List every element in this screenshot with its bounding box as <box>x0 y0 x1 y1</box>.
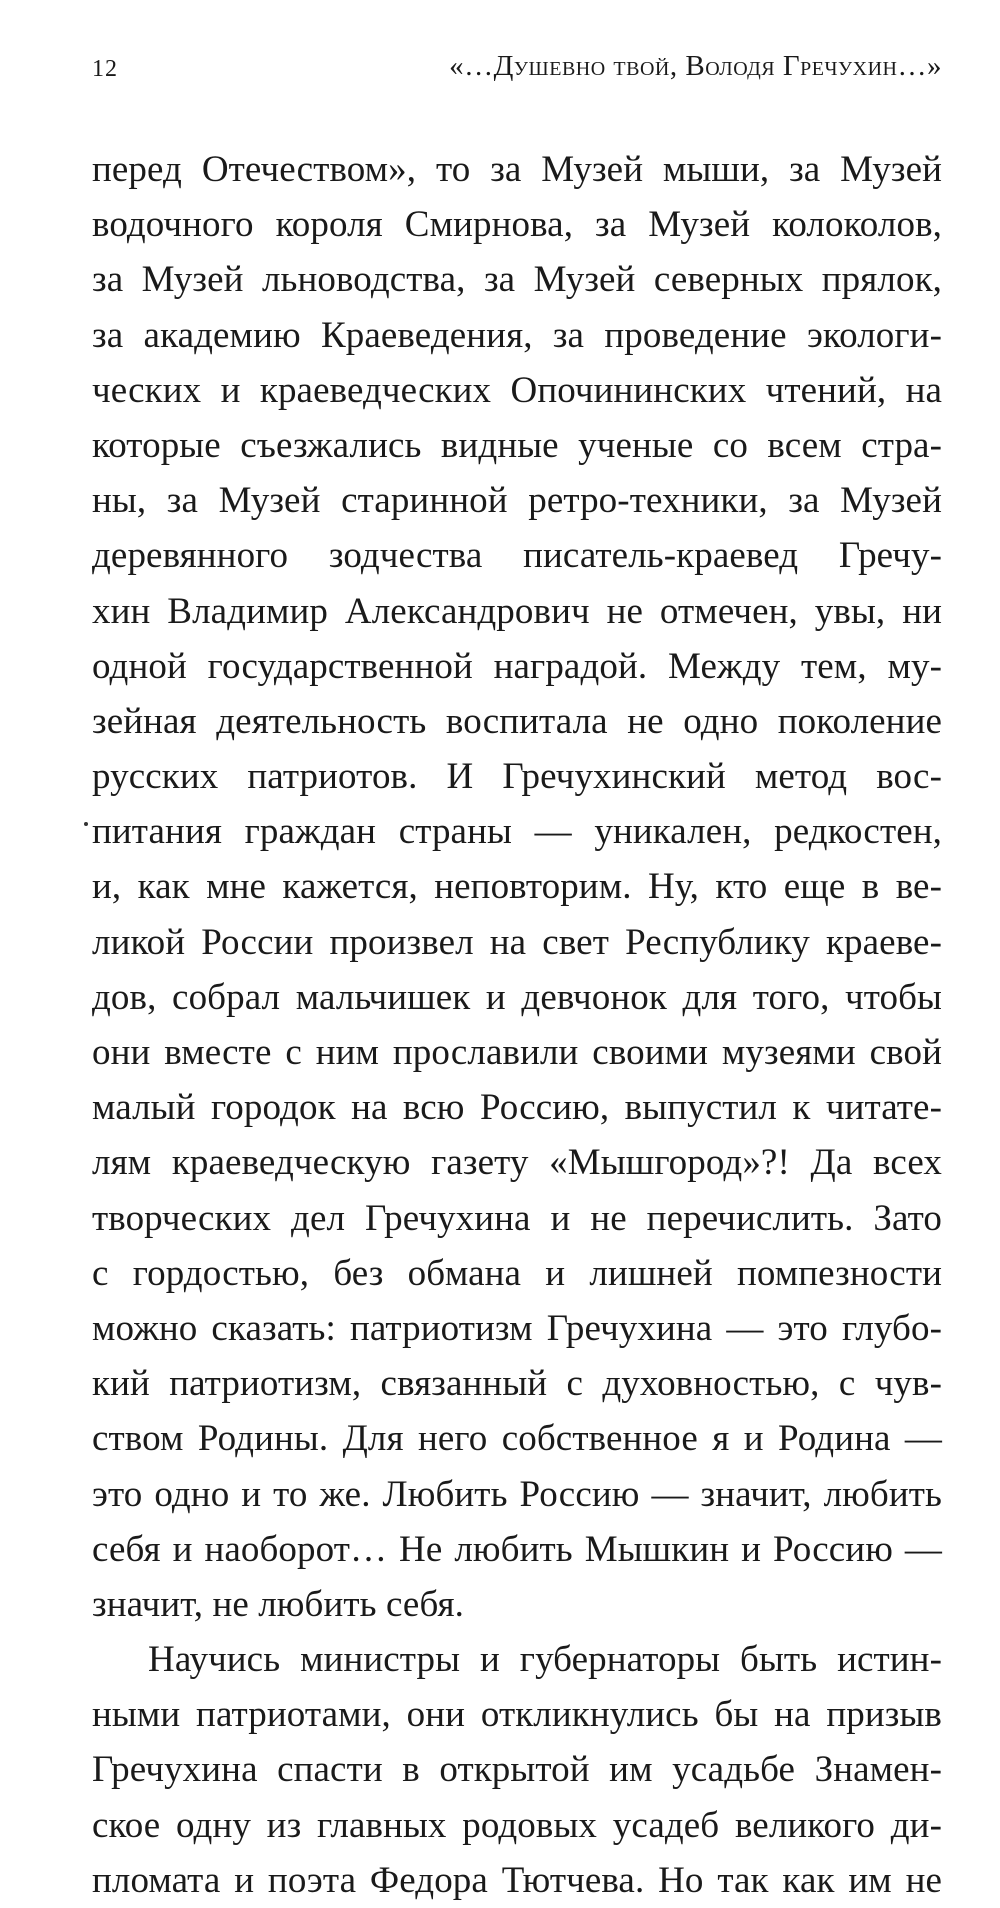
text-line: перед Отечеством», то за Музей мыши, за Музей <box>92 149 942 190</box>
running-head <box>92 50 942 90</box>
text-line: с гордостью, без обмана и лишней помпезности <box>92 1252 942 1294</box>
text-line: дов, собрал мальчишек и девчонок для того, чтобы <box>92 976 942 1018</box>
text-line: малый городок на всю Россию, выпустил к читате- <box>92 1087 942 1129</box>
body-text <box>92 142 942 1908</box>
text-line: которые съезжались видные ученые со всем стра- <box>92 424 942 466</box>
text-line: деревянного зодчества писатель-краевед Гречу- <box>92 535 942 577</box>
stray-mark <box>84 822 88 826</box>
text-line: можно сказать: патриотизм Гречухина — это глубо- <box>92 1307 942 1349</box>
text-line: хин Владимир Александрович не отмечен, увы, ни <box>92 590 942 632</box>
paragraph-2 <box>92 1632 942 1908</box>
text-line: за академию Краеведения, за проведение экологи- <box>92 314 942 356</box>
text-line: ческих и краеведческих Опочининских чтений, на <box>92 369 942 411</box>
text-line: это одно и то же. Любить Россию — значит, любить <box>92 1473 942 1515</box>
page-number: 12 <box>92 56 118 82</box>
text-line: они вместе с ним прославили своими музеями свой <box>92 1032 942 1073</box>
text-line: за Музей льноводства, за Музей северных прялок, <box>92 259 942 301</box>
text-line: и, как мне кажется, неповторим. Ну, кто еще в ве- <box>92 866 942 908</box>
text-line: себя и наоборот… Не любить Мышкин и Россию — <box>92 1528 942 1570</box>
text-line: кий патриотизм, связанный с духовностью, с чув- <box>92 1363 942 1405</box>
text-line: ликой России произвел на свет Республику краеве- <box>92 921 942 963</box>
text-line: ными патриотами, они откликнулись бы на призыв <box>92 1694 942 1736</box>
running-title: «…Душевно твой, Володя Гречухин…» <box>449 50 942 82</box>
text-line: пломата и поэта Федора Тютчева. Но так как им не <box>92 1859 942 1901</box>
text-line: водочного короля Смирнова, за Музей колоколов, <box>92 204 942 246</box>
text-line: одной государственной наградой. Между тем, му- <box>92 645 942 687</box>
text-line: ское одну из главных родовых усадеб великого ди- <box>92 1804 942 1846</box>
paragraph-1 <box>92 142 942 1632</box>
text-line: питания граждан страны — уникален, редкостен, <box>92 811 942 853</box>
text-line: Гречухина спасти в открытой им усадьбе Знамен- <box>92 1749 942 1791</box>
text-line: ны, за Музей старинной ретро-техники, за Музей <box>92 480 942 522</box>
text-line: зейная деятельность воспитала не одно поколение <box>92 700 942 742</box>
text-line: русских патриотов. И Гречухинский метод вос- <box>92 756 942 798</box>
text-line: Научись министры и губернаторы быть истин- <box>148 1639 942 1681</box>
text-line: лям краеведческую газету «Мышгород»?! Да всех <box>92 1142 942 1184</box>
text-line: значит, не любить себя. <box>92 1583 464 1625</box>
text-line: ством Родины. Для него собственное я и Родина — <box>92 1418 942 1460</box>
text-line: творческих дел Гречухина и не перечислить. Зато <box>92 1197 942 1239</box>
